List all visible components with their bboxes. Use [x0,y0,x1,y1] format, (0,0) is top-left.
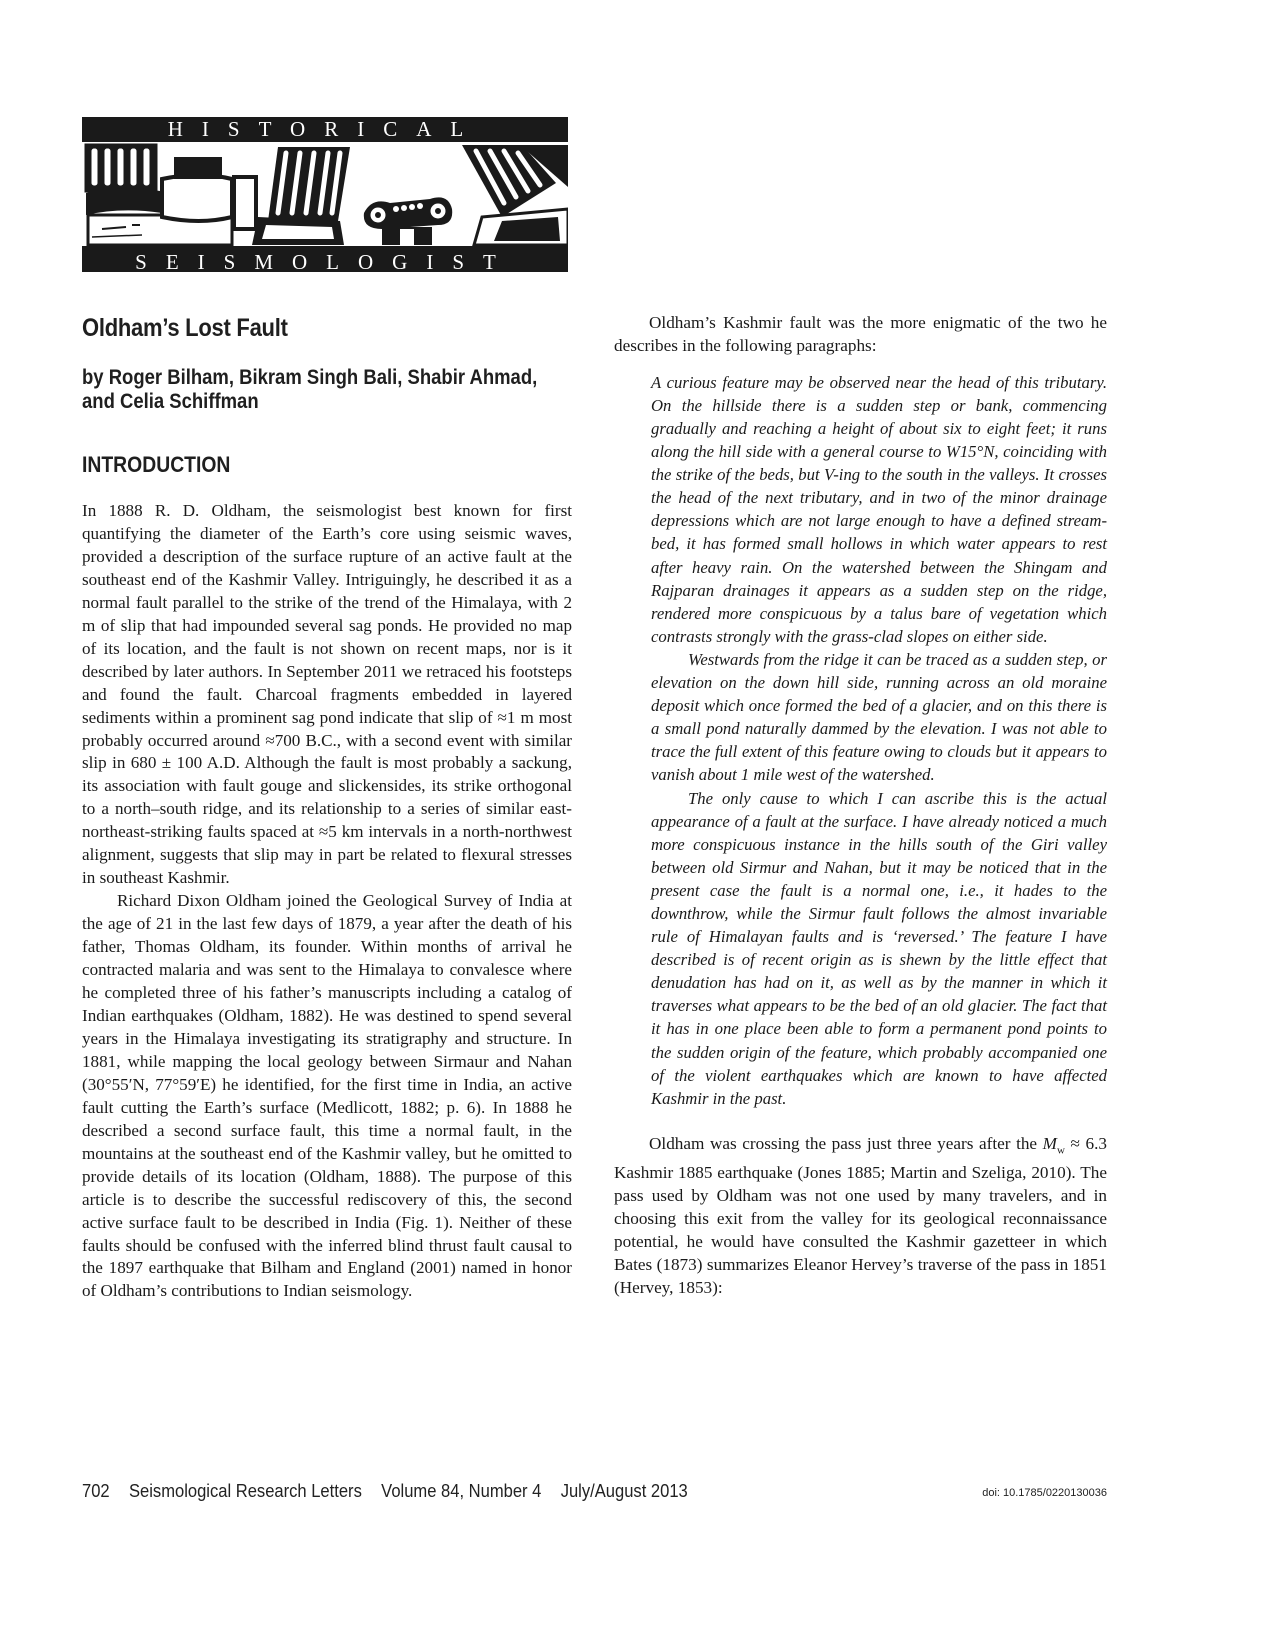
paragraph-text: Oldham was crossing the pass just three years after the [649,1133,1043,1153]
volume-number: Volume 84, Number 4 [381,1481,542,1501]
magnitude-symbol: M [1042,1133,1057,1153]
journal-name: Seismological Research Letters [128,1481,362,1501]
article-title: Oldham’s Lost Fault [82,314,288,342]
body-paragraph: In 1888 R. D. Oldham, the seismologist best known for first quantifying the diameter of the Earth’s core using seismic waves, provided a description of the surface rupture of an active fault at the southeast end of the Kashmir Valley. Intriguingly, he described it as a normal fault parallel to the strike of the trend of the Himalaya, with 2 m of slip that had impounded several sag ponds. He provided no map of its location, and the fault is not shown on recent maps, nor is it described by later authors. In September 2011 we retraced his footsteps and found the fault. Charcoal fragments embedded in layered sediments within a prominent sag pond indicate that slip of ≈1 m most probably occurred around ≈700 B.C., with a second event with similar slip in 680 ± 100 A.D. Although the fault is most probably a sackung, its association with fault gouge and slickensides, its strike orthogonal to a north–south ridge, and its relationship to a series of similar east-northeast-striking faults spaced at ≈5 km intervals in a north-northwest alignment, suggests that slip may in part be related to flexural stresses in southeast Kashmir. [82,501,572,888]
historical-seismologist-logo [82,117,568,272]
section-heading-introduction: INTRODUCTION [82,452,231,477]
doi: doi: 10.1785/0220130036 [982,1487,1107,1499]
logo-top-word: HISTORICAL [167,117,483,141]
quote-paragraph: A curious feature may be observed near the head of this tributary. On the hillside there is a sudden step or bank, commencing gradually and reaching a height of about six to eight feet; it runs along the hill side with a general course to W15°N, coinciding with the strike of the beds, but V-ing to the south in the valleys. It crosses the head of the next tributary, and in two of the minor drainage depressions which are not large enough to have a defined stream-bed, it has formed small hollows in which water appears to rest after heavy rain. On the watershed between the Shingam and Rajparan drainages it appears as a sudden step on the ridge, rendered more conspicuous by a talus bare of vegetation which contrasts strongly with the grass-clad slopes on either side. [651,372,1107,646]
paragraph-text: ≈ 6.3 Kashmir 1885 earthquake (Jones 1885; Martin and Szeliga, 2010). The pass used by Oldham was not one used by many travelers, and in choosing this exit from the valley for its geological reconnaissance potential, he would have consulted the Kashmir gazetteer in which Bates (1873) summarizes Eleanor Hervey’s traverse of the pass in 1851 (Hervey, 1853): [614,1133,1107,1297]
quote-paragraph: The only cause to which I can ascribe this is the actual appearance of a fault at the surface. I have already noticed a much more conspicuous instance in the hills south of the Giri valley between old Sirmur and Nahan, but it may be noticed that in the present case the fault is a normal one, i.e., it hades to the downthrow, while the Sirmur fault follows the almost invariable rule of Himalayan faults and is ‘reversed.’ The feature I have described is of recent origin as is shewn by the little effect that denudation has had on it, as well as by the manner in which it traverses what appears to be the bed of an old glacier. The fact that it has in one place been able to form a permanent pond points to the sudden origin of the feature, which probably accompanied one of the violent earthquakes which are known to have affected Kashmir in the past. [651,788,1107,1108]
magnitude-subscript: w [1056,1144,1065,1157]
footer-citation [82,1481,702,1502]
left-column [82,308,572,1303]
body-paragraph: Oldham’s Kashmir fault was the more enigmatic of the two he describes in the following paragraphs: [614,313,1107,355]
body-paragraph [614,1133,1107,1300]
issue-date: July/August 2013 [560,1481,688,1501]
body-paragraph: Richard Dixon Oldham joined the Geological Survey of India at the age of 21 in the last few days of 1879, a year after the death of his father, Thomas Oldham, its founder. Within months of arrival he contracted malaria and was sent to the Himalaya to convalesce where he completed three of his father’s manuscripts including a catalog of Indian earthquakes (Oldham, 1882). He was destined to spend several years in the Himalaya investigating its stratigraphy and structure. In 1881, while mapping the local geology between Sirmaur and Nahan (30°55′N, 77°59′E) he identified, for the first time in India, an active fault cutting the Earth’s surface (Medlicott, 1882; p. 6). In 1888 he described a second surface fault, this time a normal fault, in the mountains at the southeast end of the Kashmir valley, but he omitted to provide details of its location (Oldham, 1888). The purpose of this article is to describe the successful rediscovery of this, the second active surface fault to be described in India (Fig. 1). Neither of these faults should be confused with the inferred blind thrust fault causal to the 1897 earthquake that Bilham and England (2001) named in honor of Oldham’s contributions to Indian seismology. [82,891,572,1301]
block-quote [651,371,1107,1110]
page-number: 702 [82,1481,110,1501]
article-authors: by Roger Bilham, Bikram Singh Bali, Shabir Ahmad, and Celia Schiffman [82,366,538,413]
right-column [614,312,1107,1300]
page-footer [82,1481,1107,1505]
logo-bottom-word: SEISMOLOGIST [135,250,515,274]
quote-paragraph: Westwards from the ridge it can be traced as a sudden step, or elevation on the down hill side, running across an old moraine deposit which once formed the bed of a glacier, and on this there is a small pond naturally dammed by the elevation. I was not able to trace the full extent of this feature owing to clouds but it appears to vanish about 1 mile west of the watershed. [651,649,1107,785]
